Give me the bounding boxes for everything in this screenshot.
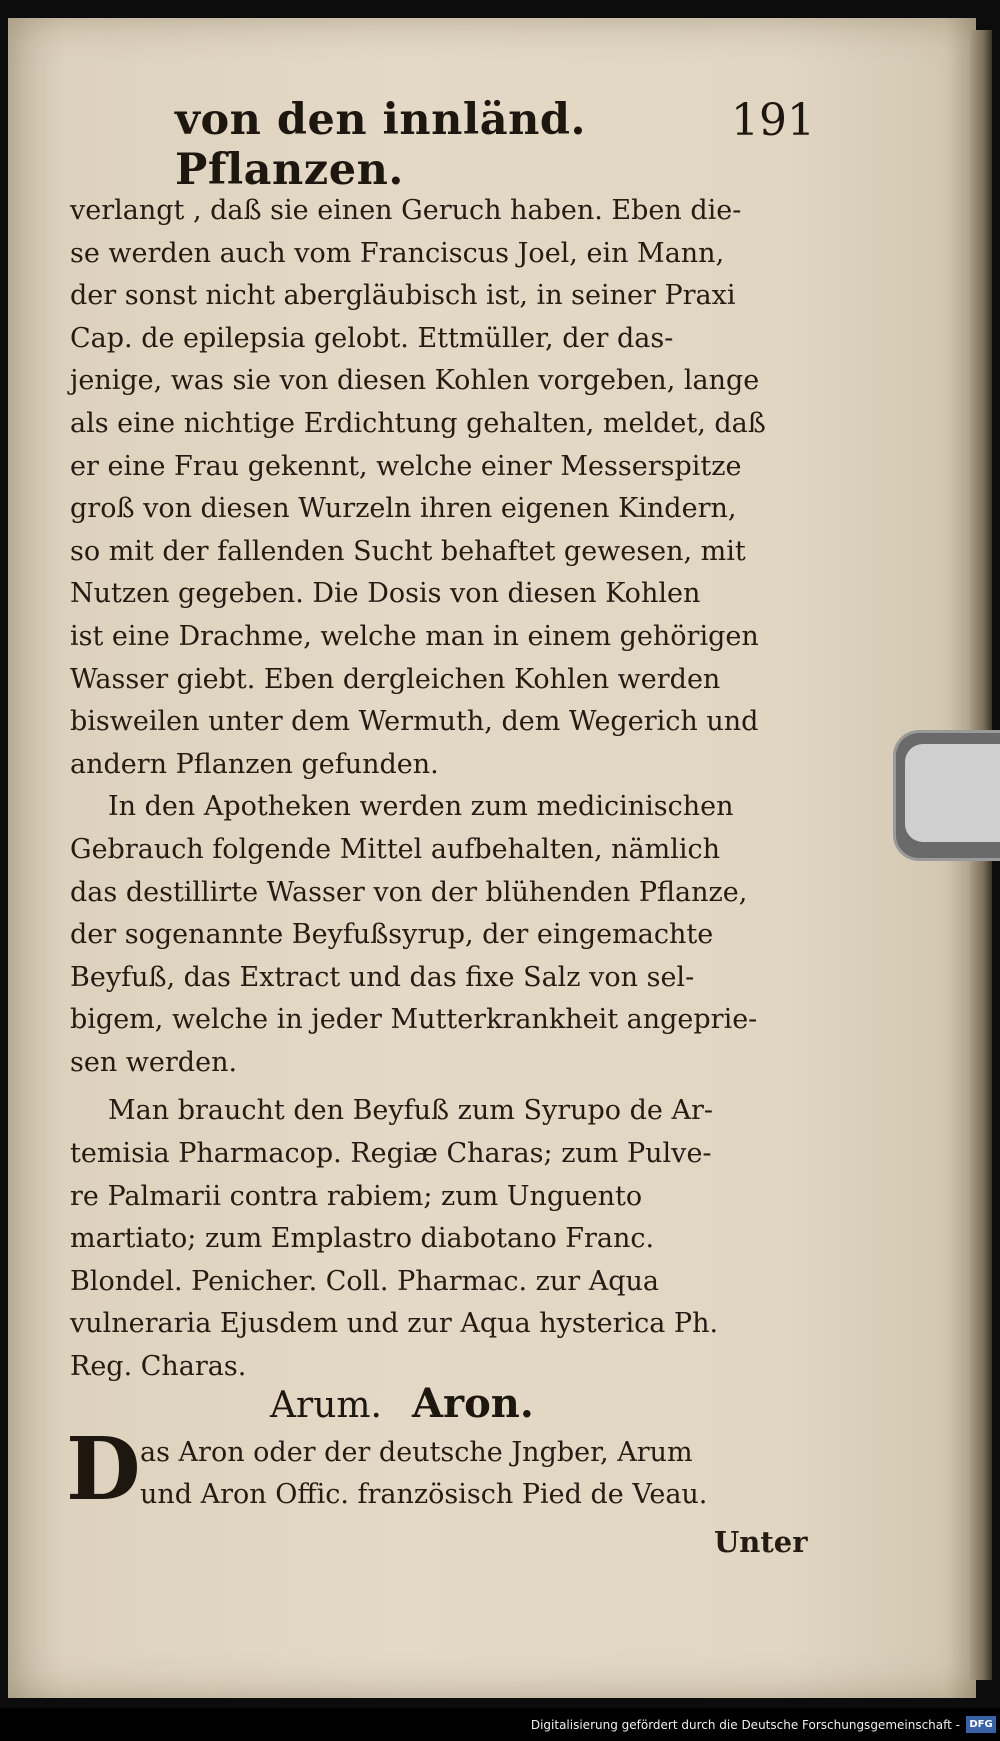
text-line: der sogenannte Beyfußsyrup, der eingemachte [70, 919, 714, 951]
text-line: und Aron Offic. französisch Pied de Veau. [140, 1479, 708, 1510]
text-line: Blondel. Penicher. Coll. Pharmac. zur Aqua [70, 1265, 660, 1297]
text-line: Reg. Charas. [70, 1351, 247, 1383]
text-line: as Aron oder der deutsche Jngber, Arum [140, 1437, 693, 1468]
text-line: er eine Frau gekennt, welche einer Messerspitze [70, 450, 742, 482]
running-header [175, 95, 815, 195]
text-line: als eine nichtige Erdichtung gehalten, meldet, daß [70, 407, 766, 439]
text-line: re Palmarii contra rabiem; zum Unguento [70, 1180, 643, 1212]
text-line: Cap. de epilepsia gelobt. Ettmüller, der das- [70, 322, 674, 354]
section-heading [270, 1380, 630, 1427]
text-line: Gebrauch folgende Mittel aufbehalten, nämlich [70, 833, 720, 865]
text-line: martiato; zum Emplastro diabotano Franc. [70, 1223, 655, 1255]
text-line: so mit der fallenden Sucht behaftet gewesen, mit [70, 535, 746, 567]
text-line: der sonst nicht abergläubisch ist, in seiner Praxi [70, 280, 736, 312]
text-line: ist eine Drachme, welche man in einem gehörigen [70, 620, 759, 652]
text-line: das destillirte Wasser von der blühenden Pflanze, [70, 876, 748, 908]
body-text [70, 190, 810, 1389]
text-line: groß von diesen Wurzeln ihren eigenen Kindern, [70, 493, 737, 525]
text-line: In den Apotheken werden zum medicinischen [108, 791, 734, 823]
text-line: verlangt , daß sie einen Geruch haben. Eben die- [70, 195, 742, 226]
text-line: Man braucht den Beyfuß zum Syrupo de Ar- [108, 1095, 713, 1127]
text-line: se werden auch vom Franciscus Joel, ein Mann, [70, 237, 725, 269]
footer-bar [0, 1708, 1000, 1741]
text-line: Nutzen gegeben. Die Dosis von diesen Kohlen [70, 578, 701, 610]
text-line: jenige, was sie von diesen Kohlen vorgeben, lange [70, 365, 760, 397]
drop-cap: D [66, 1419, 141, 1520]
text-line: bisweilen unter dem Wermuth, dem Wegerich und [70, 706, 759, 738]
heading-german: Aron. [411, 1380, 534, 1427]
text-line: temisia Pharmacop. Regiæ Charas; zum Pulve- [70, 1138, 712, 1170]
arum-paragraph [140, 1432, 800, 1516]
dfg-logo: DFG [966, 1716, 996, 1733]
page-number: 191 [731, 95, 815, 146]
catchword: Unter [714, 1525, 808, 1559]
text-line: Beyfuß, das Extract und das fixe Salz von sel- [70, 961, 695, 993]
text-line: Wasser giebt. Eben dergleichen Kohlen werden [70, 663, 721, 695]
text-line: bigem, welche in jeder Mutterkrankheit angeprie- [70, 1004, 758, 1036]
text-line: sen werden. [70, 1046, 238, 1078]
text-line: vulneraria Ejusdem und zur Aqua hysterica Ph. [70, 1308, 719, 1340]
funding-credit: Digitalisierung gefördert durch die Deutsche Forschungsgemeinschaft - [530, 1718, 960, 1732]
heading-latin: Arum. [270, 1385, 382, 1426]
running-title: von den innländ. Pflanzen. [175, 95, 586, 195]
text-line: andern Pflanzen gefunden. [70, 748, 439, 780]
bookmark-tab-inner [905, 744, 1000, 842]
